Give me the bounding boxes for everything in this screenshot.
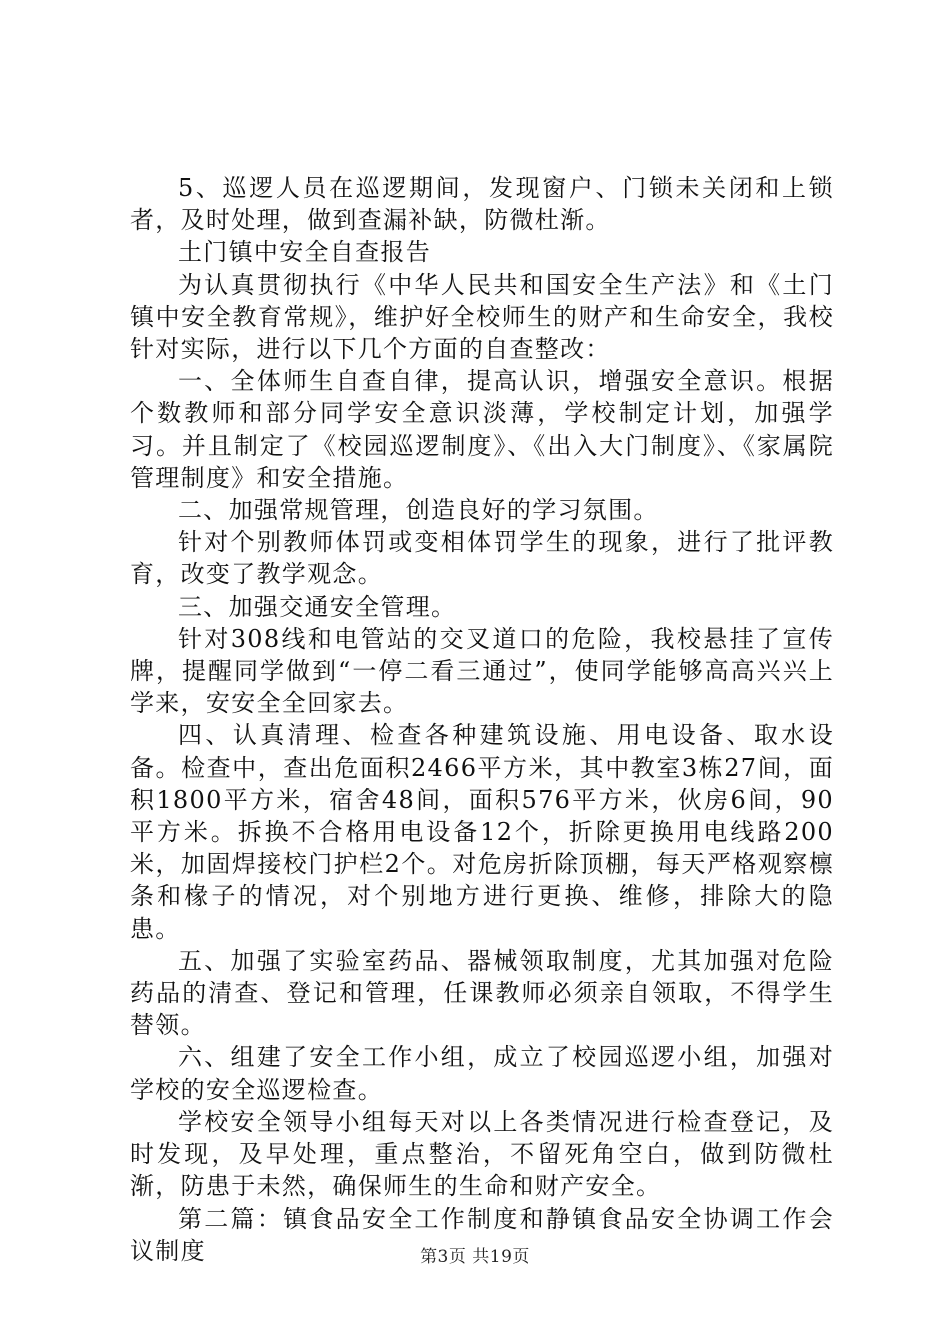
paragraph-second-chapter-title: 第二篇：镇食品安全工作制度和静镇食品安全协调工作会议制度 — [130, 1204, 834, 1265]
report-title: 土门镇中安全自查报告 — [178, 238, 431, 267]
paragraph-section-5: 五、加强了实验室药品、器械领取制度，尤其加强对危险药品的清查、登记和管理，任课教师必须亲自领取，不得学生替领。 — [130, 946, 834, 1040]
paragraph-section-3-heading: 三、加强交通安全管理。 — [178, 592, 457, 621]
paragraph-section-3-body: 针对308线和电管站的交叉道口的危险，我校悬挂了宣传牌，提醒同学做到“一停二看三通过”，使同学能够高高兴兴上学来，安安全全回家去。 — [130, 624, 834, 718]
document-body — [130, 172, 834, 1267]
paragraph-conclusion: 学校安全领导小组每天对以上各类情况进行检查登记，及时发现，及早处理，重点整治，不留死角空白，做到防微杜渐，防患于未然，确保师生的生命和财产安全。 — [130, 1107, 834, 1201]
paragraph-section-2-body: 针对个别教师体罚或变相体罚学生的现象，进行了批评教育，改变了教学观念。 — [130, 528, 834, 589]
paragraph-patrol-rule-5: 5、巡逻人员在巡逻期间，发现窗户、门锁未关闭和上锁者，及时处理，做到查漏补缺，防微杜渐。 — [130, 174, 834, 235]
page-number-footer: 第3页 共19页 — [420, 1247, 530, 1267]
paragraph-intro: 为认真贯彻执行《中华人民共和国安全生产法》和《土门镇中安全教育常规》，维护好全校师生的财产和生命安全，我校针对实际，进行以下几个方面的自查整改： — [130, 270, 834, 364]
paragraph-section-4: 四、认真清理、检查各种建筑设施、用电设备、取水设备。检查中，查出危面积2466平方米，其中教室3栋27间，面积1800平方米，宿舍48间，面积576平方米，伙房6间，90平方米。拆换不合格用电设备12个，折除更换用电线路200米，加固焊接校门护栏2个。对危房折除顶棚，每天严格观察檩条和椽子的情况，对个别地方进行更换、维修，排除大的隐患。 — [130, 721, 834, 943]
paragraph-section-2-heading: 二、加强常规管理，创造良好的学习氛围。 — [178, 496, 659, 525]
paragraph-section-6: 六、组建了安全工作小组，成立了校园巡逻小组，加强对学校的安全巡逻检查。 — [130, 1043, 834, 1104]
paragraph-section-1: 一、全体师生自查自律，提高认识，增强安全意识。根据个数教师和部分同学安全意识淡薄，学校制定计划，加强学习。并且制定了《校园巡逻制度》、《出入大门制度》、《家属院管理制度》和安全措施。 — [130, 367, 834, 492]
